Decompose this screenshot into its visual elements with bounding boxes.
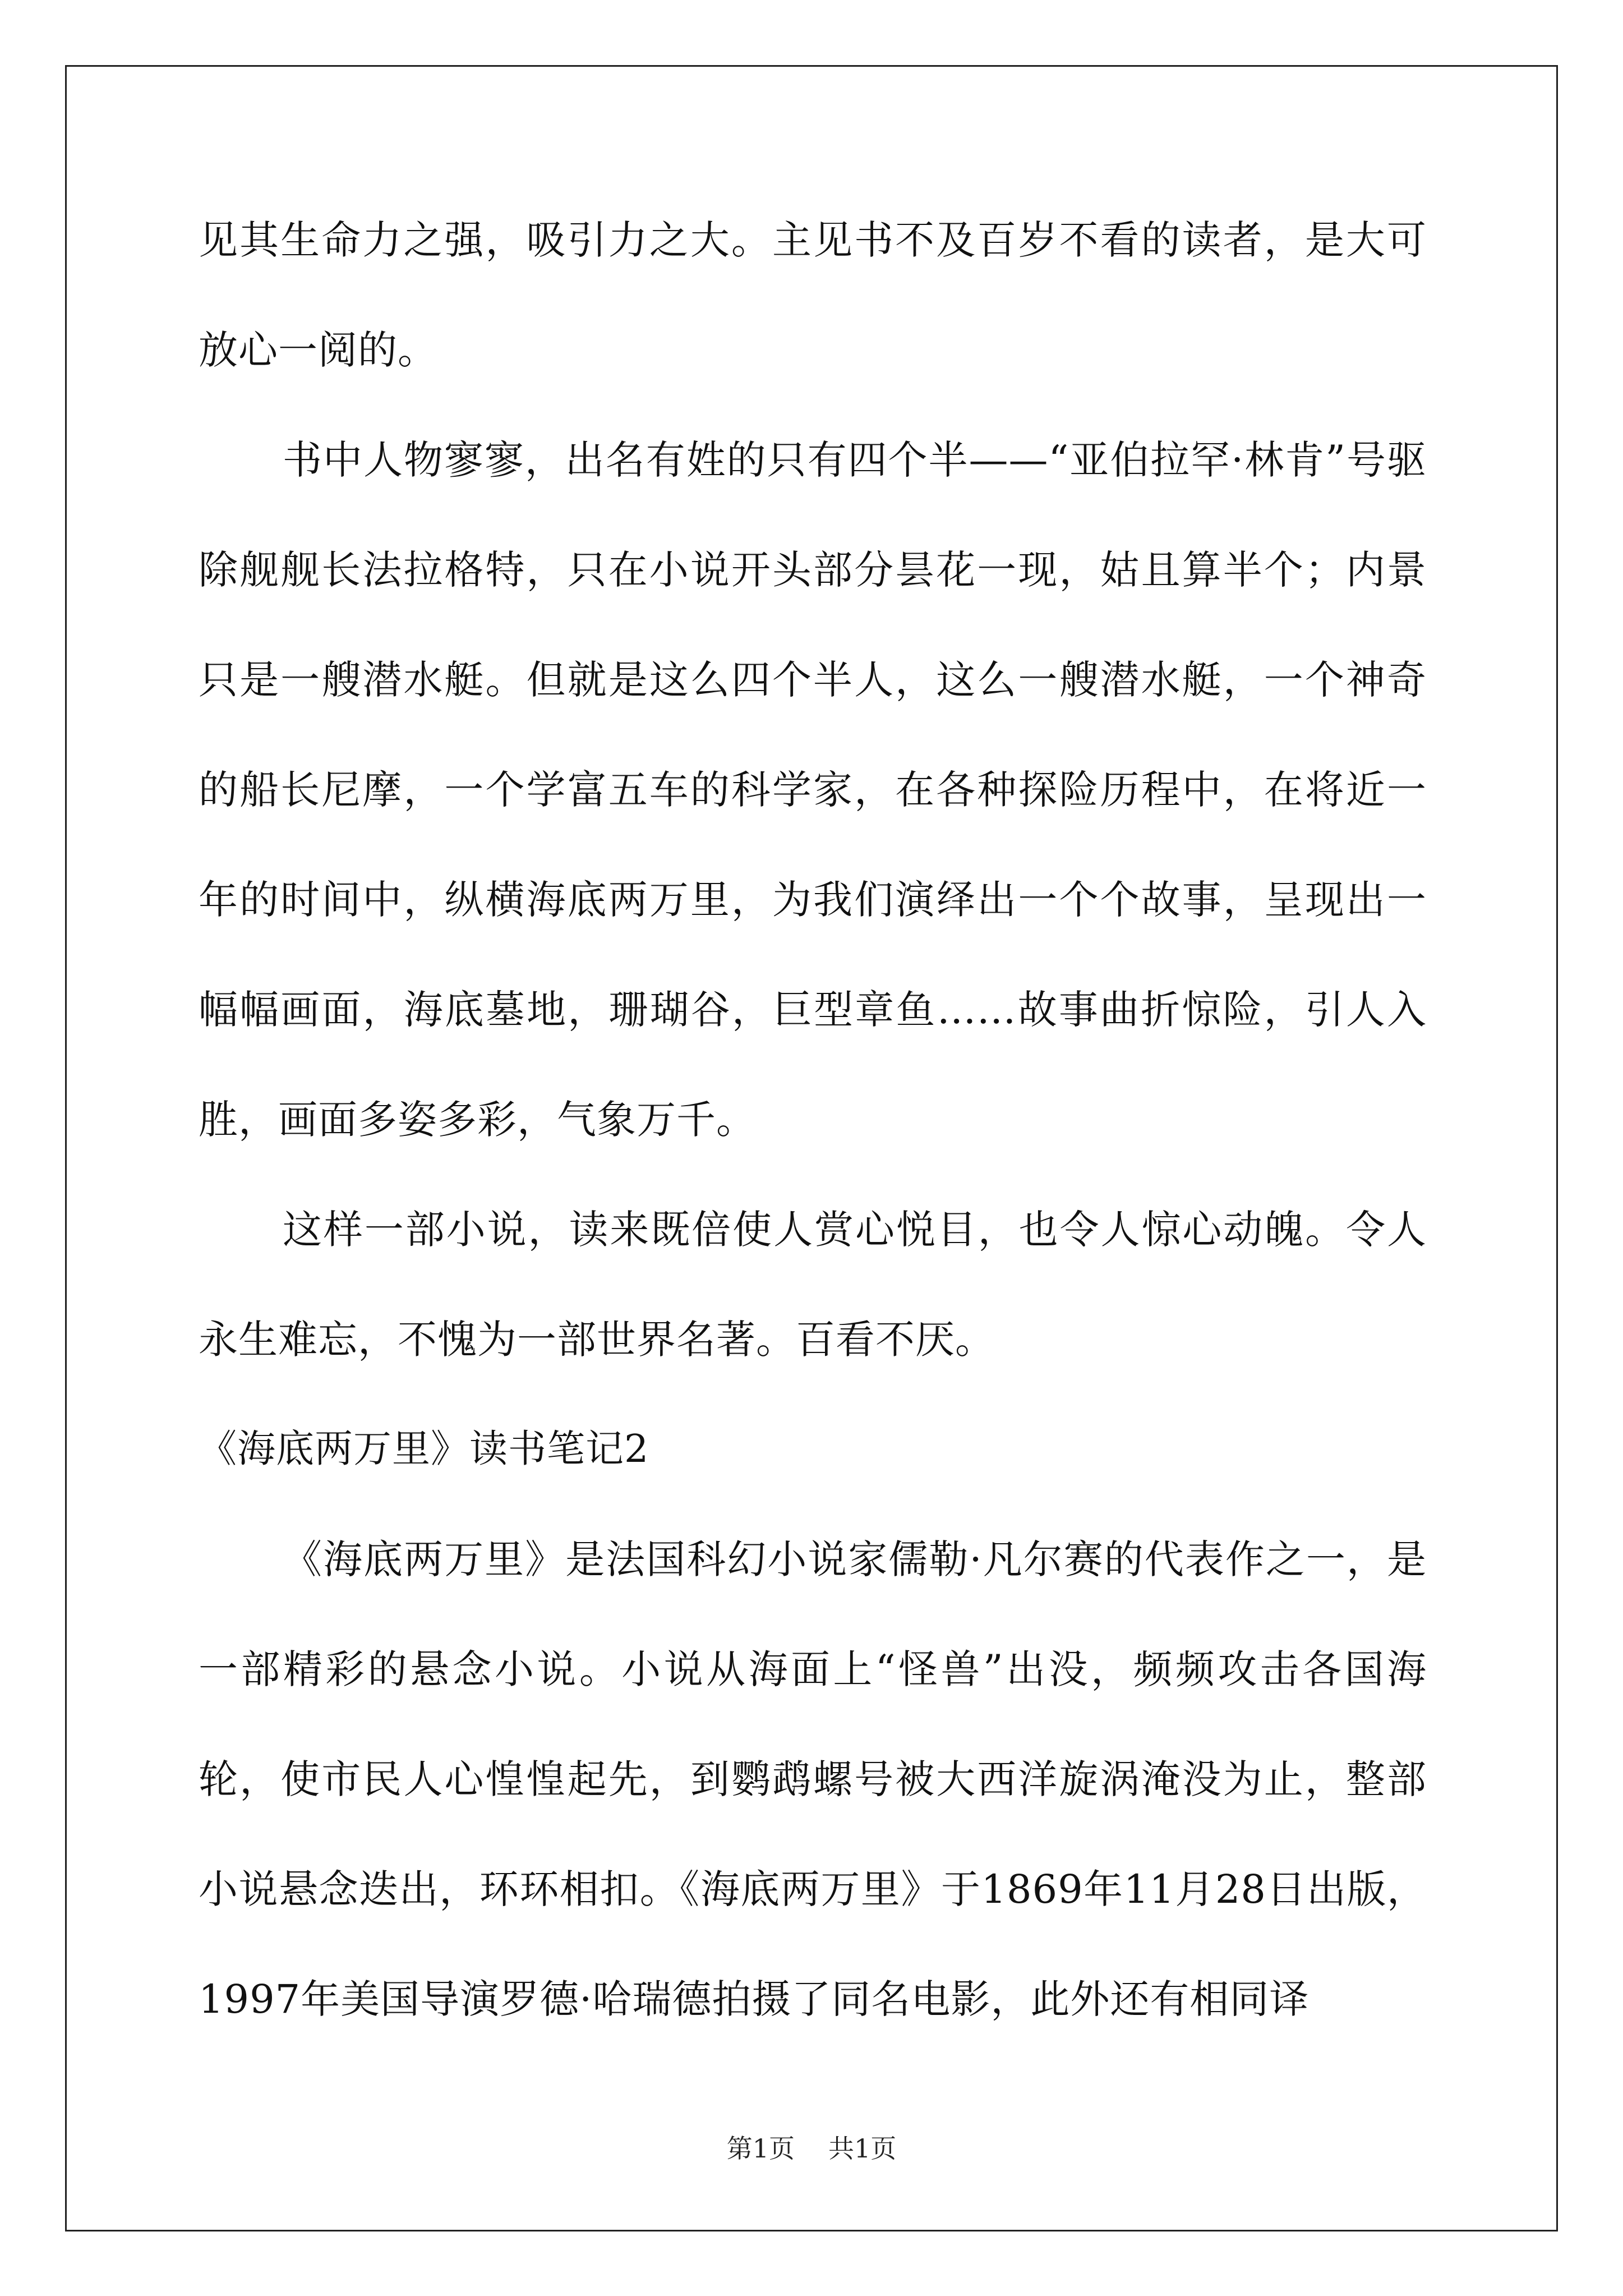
page-total: 共1页 (828, 2133, 897, 2164)
paragraph-2: 书中人物寥寥，出名有姓的只有四个半——“亚伯拉罕·林肯”号驱除舰舰长法拉格特，只在小说开头部分昙花一现，姑且算半个；内景只是一艘潜水艇。但就是这么四个半人，这么一艘潜水艇，一个神奇的船长尼摩，一个学富五车的科学家，在各种探险历程中，在将近一年的时间中，纵横海底两万里，为我们演绎出一个个故事，呈现出一幅幅画面，海底墓地，珊瑚谷，巨型章鱼……故事曲折惊险，引人入胜，画面多姿多彩，气象万千。 (199, 437, 1427, 1143)
page-number: 第1页 (726, 2133, 795, 2164)
section-heading: 《海底两万里》读书笔记2 (199, 1427, 649, 1471)
paragraph-3: 这样一部小说，读来既倍使人赏心悦目，也令人惊心动魄。令人永生难忘，不愧为一部世界名著。百看不厌。 (199, 1207, 1427, 1363)
document-body (199, 185, 1427, 2054)
page-footer (0, 2132, 1623, 2165)
paragraph-4: 《海底两万里》是法国科幻小说家儒勒·凡尔赛的代表作之一，是一部精彩的悬念小说。小说从海面上“怪兽”出没，频频攻击各国海轮，使市民人心惶惶起先，到鹦鹉螺号被大西洋旋涡淹没为止，整部小说悬念迭出，环环相扣。《海底两万里》于1869年11月28日出版，1997年美国导演罗德·哈瑞德拍摄了同名电影，此外还有相同译 (199, 1536, 1427, 2022)
paragraph-1: 见其生命力之强，吸引力之大。主见书不及百岁不看的读者，是大可放心一阅的。 (199, 217, 1427, 373)
